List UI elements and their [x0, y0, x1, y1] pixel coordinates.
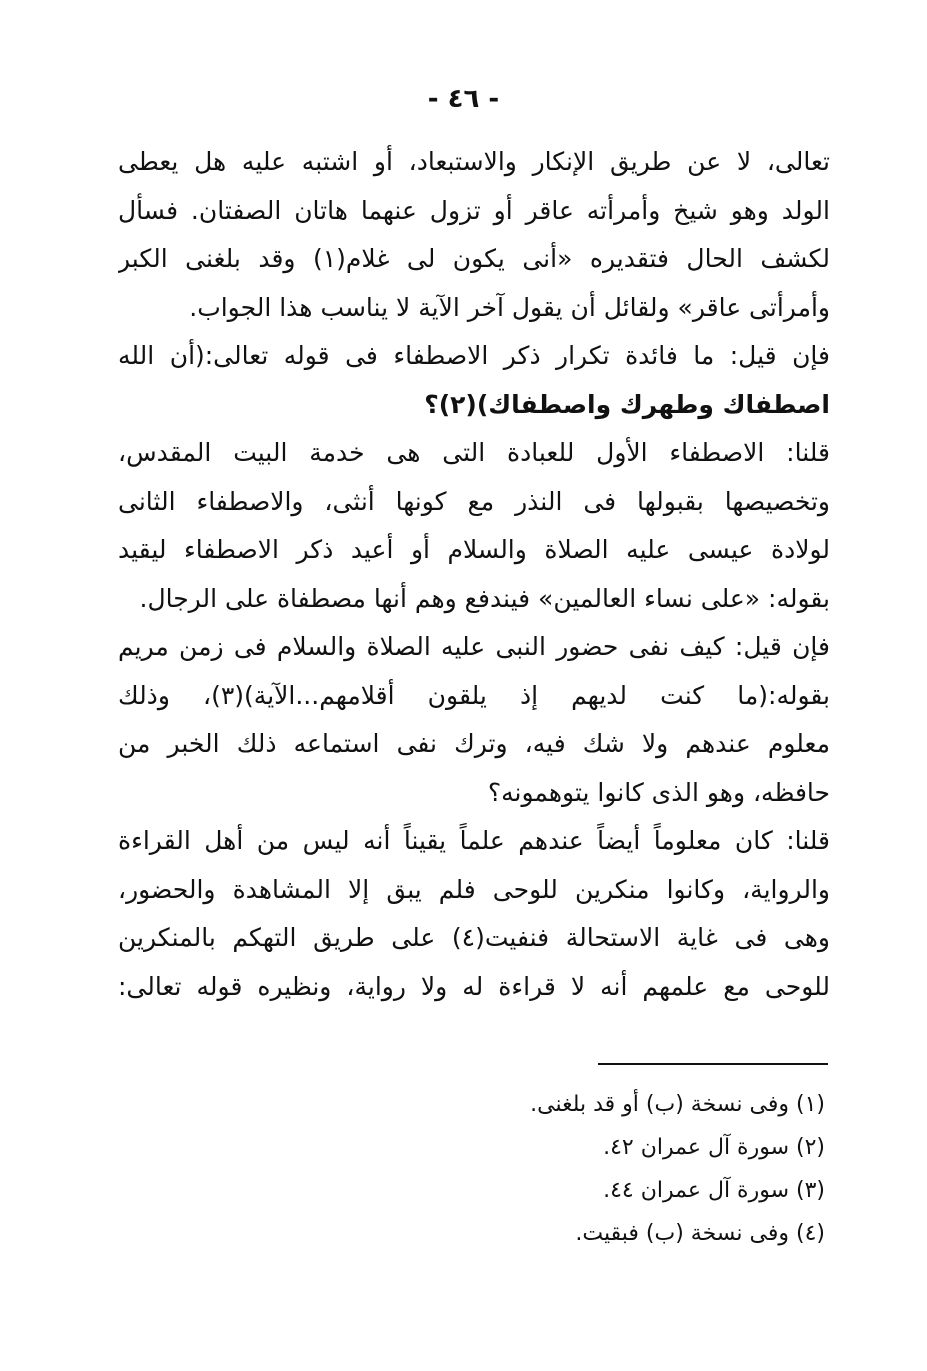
text-line: حافظه، وهو الذى كانوا يتوهمونه؟ [487, 777, 830, 807]
page-number: - ٤٦ - [427, 84, 500, 114]
footnote: (٣) سورة آل عمران ٤٤. [603, 1178, 825, 1203]
footnote: (٤) وفى نسخة (ب) فبقيت. [575, 1221, 825, 1246]
question-line: فإن قيل: ما فائدة تكرار ذكر الاصطفاء فى قوله تعالى:(أن الله [118, 341, 830, 370]
body-text [118, 138, 830, 1011]
text-line: لكشف الحال فتقديره «أنى يكون لى غلام(١) وقد بلغنى الكبر [118, 244, 830, 273]
text-line: والرواية، وكانوا منكرين للوحى فلم يبق إلا المشاهدة والحضور، [118, 874, 830, 904]
answer-line: قلنا: كان معلوماً أيضاً عندهم علماً يقيناً أنه ليس من أهل القراءة [118, 826, 830, 855]
question-line: فإن قيل: كيف نفى حضور النبى عليه الصلاة والسلام فى زمن مريم [118, 632, 830, 661]
footnote-divider [598, 1063, 828, 1065]
footnote: (٢) سورة آل عمران ٤٢. [603, 1135, 825, 1160]
text-line: معلوم عندهم ولا شك فيه، وترك نفى استماعه ذلك الخبر من [118, 729, 830, 758]
answer-line: قلنا: الاصطفاء الأول للعبادة التى هى خدمة البيت المقدس، [118, 438, 830, 467]
text-line: وأمرأتى عاقر» ولقائل أن يقول آخر الآية لا يناسب هذا الجواب. [189, 292, 830, 322]
text-line: وهى فى غاية الاستحالة فنفيت(٤) على طريق التهكم بالمنكرين [118, 923, 830, 952]
text-line: الولد وهو شيخ وأمرأته عاقر أو تزول عنهما هاتان الصفتان. فسأل [118, 195, 830, 225]
text-line: للوحى مع علمهم أنه لا قراءة له ولا رواية، ونظيره قوله تعالى: [118, 971, 830, 1001]
footnotes [400, 1083, 825, 1255]
text-line: وتخصيصها بقبولها فى النذر مع كونها أنثى، والاصطفاء الثانى [118, 486, 830, 516]
text-line: لولادة عيسى عليه الصلاة والسلام أو أعيد ذكر الاصطفاء ليقيد [118, 535, 830, 564]
text-line: بقوله: «على نساء العالمين» فيندفع وهم أنها مصطفاة على الرجال. [139, 583, 830, 613]
text-line: تعالى، لا عن طريق الإنكار والاستبعاد، أو اشتبه عليه هل يعطى [118, 147, 830, 176]
quran-quote-line: بقوله:(ما كنت لديهم إذ يلقون أقلامهم...الآية)(٣)، وذلك [118, 680, 830, 710]
quran-quote-line: اصطفاك وطهرك واصطفاك)(٢)؟ [424, 389, 830, 419]
footnote: (١) وفى نسخة (ب) أو قد بلغنى. [530, 1092, 825, 1117]
